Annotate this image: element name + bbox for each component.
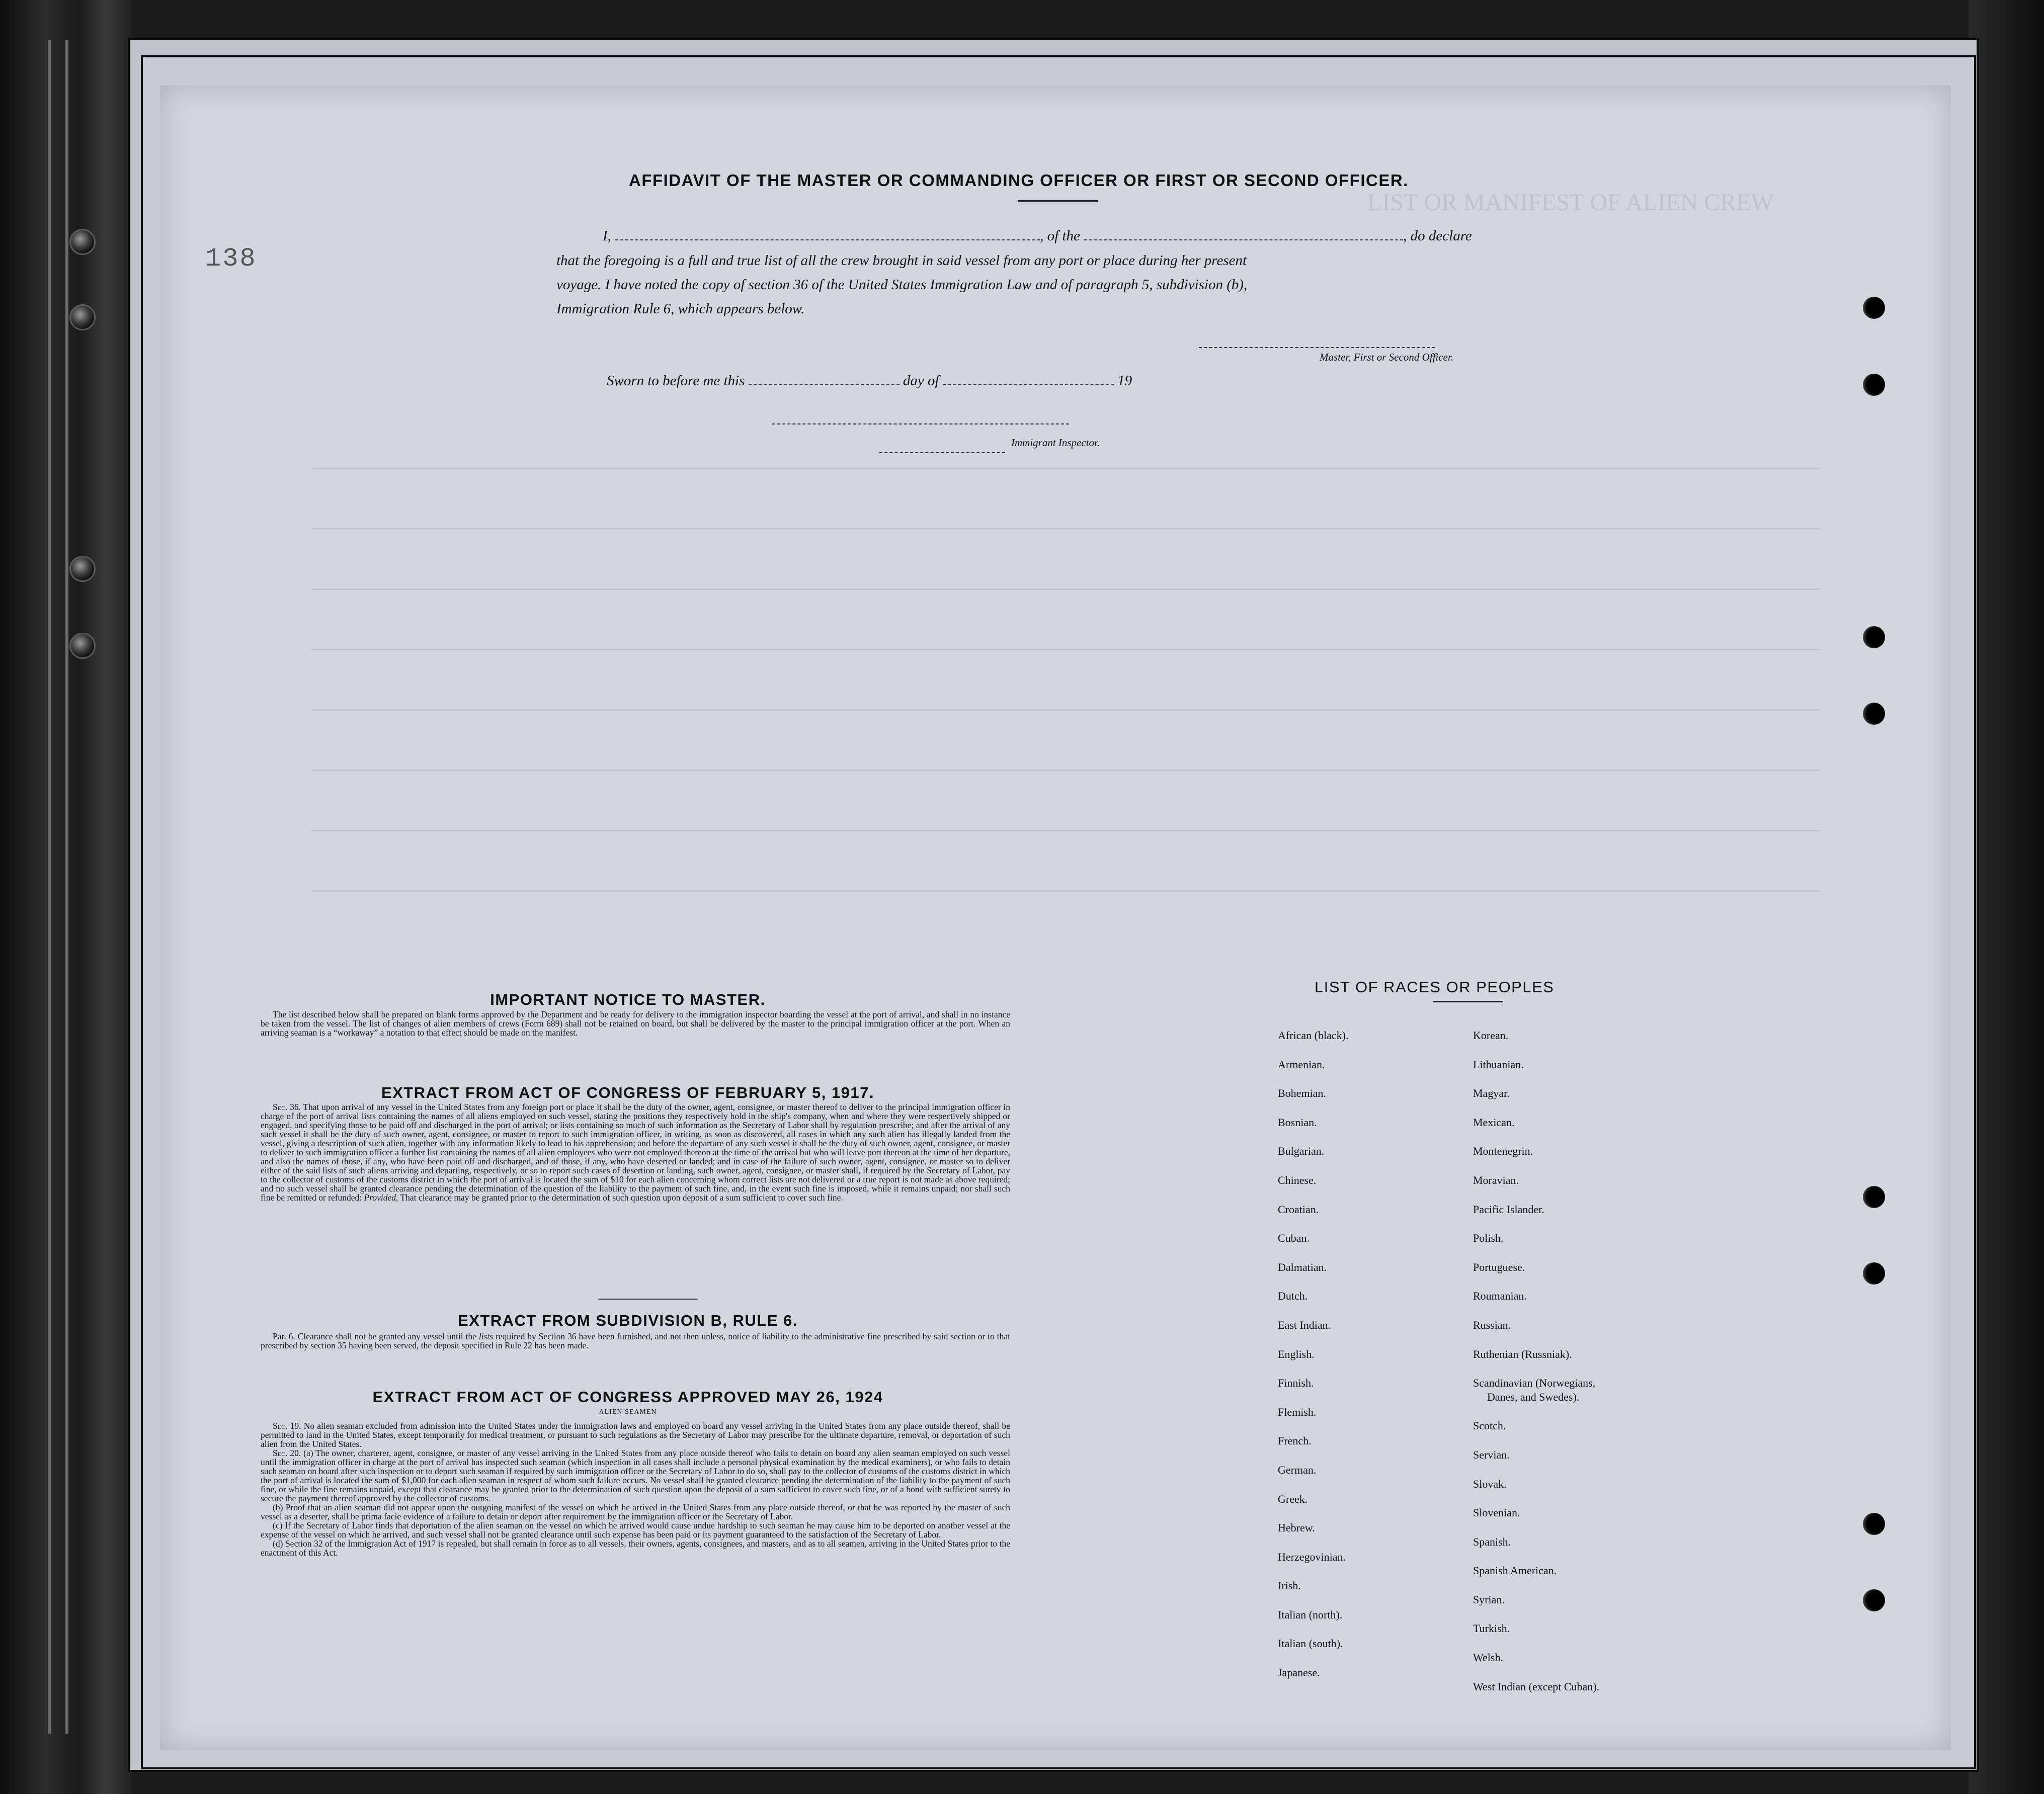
race-item: Lithuanian.: [1473, 1058, 1524, 1071]
race-item: Italian (south).: [1278, 1637, 1343, 1650]
punch-hole: [1863, 374, 1885, 396]
race-item: Japanese.: [1278, 1666, 1320, 1679]
manifest-page: [160, 86, 1951, 1750]
affidavit-line-4: Immigration Rule 6, which appears below.: [556, 301, 805, 317]
race-item: Bohemian.: [1278, 1087, 1326, 1100]
par-6-label: Par. 6.: [273, 1331, 295, 1341]
section-divider: [598, 1299, 698, 1300]
race-item: Russian.: [1473, 1318, 1511, 1331]
bleed-through-text: LIST OR MANIFEST OF ALIEN CREW: [1367, 189, 1774, 216]
sec-19-label: Sec. 19.: [273, 1421, 301, 1431]
rule-6-title: EXTRACT FROM SUBDIVISION B, RULE 6.: [458, 1312, 798, 1329]
sworn-month-blank[interactable]: [943, 372, 1114, 385]
race-item: Dalmatian.: [1278, 1260, 1327, 1273]
bleed-through-line: [311, 770, 1820, 771]
sec-20c-body: (c) If the Secretary of Labor finds that deportation of the alien seaman on the vessel on which he arrived would cause undue hardship to such seaman he may cause him to be deported on another vessel at the expense of the vessel on which he arrived, and such vessel shall not be granted clearance until such expense has been paid or its payment guaranteed to the satisfaction of the Secretary of Labor.: [261, 1520, 1010, 1540]
race-item: Pacific Islander.: [1473, 1203, 1544, 1216]
act-1924-text: [261, 1421, 1010, 1557]
race-item: Danes, and Swedes).: [1487, 1390, 1580, 1403]
inspector-signature-line[interactable]: [772, 422, 1069, 424]
officer-signature-line[interactable]: [1199, 346, 1435, 348]
affidavit-of-the: , of the: [1040, 228, 1080, 244]
sworn-year: 19: [1117, 373, 1132, 389]
affidavit-title: AFFIDAVIT OF THE MASTER OR COMMANDING OFFICER OR FIRST OR SECOND OFFICER.: [629, 171, 1409, 190]
race-item: German.: [1278, 1463, 1317, 1476]
sec-36-label: Sec. 36.: [273, 1102, 301, 1112]
race-item: Moravian.: [1473, 1173, 1519, 1186]
rule-6-text: [261, 1332, 1010, 1350]
bleed-through-line: [311, 649, 1820, 650]
sec-36-tail: That clearance may be granted prior to the determination of such question upon deposit of a sum sufficient to cover such fine.: [400, 1192, 843, 1203]
affidavit-do-declare: , do declare: [1403, 228, 1472, 244]
race-item: Scandinavian (Norwegians,: [1473, 1377, 1596, 1390]
races-left-column: [1278, 1029, 1449, 1695]
race-item: Cuban.: [1278, 1232, 1310, 1245]
race-item: English.: [1278, 1347, 1315, 1360]
punch-hole: [1863, 1513, 1885, 1535]
act-1924-title: EXTRACT FROM ACT OF CONGRESS APPROVED MAY 26, 1924: [372, 1388, 883, 1406]
bleed-through-line: [311, 528, 1820, 530]
officer-caption: Master, First or Second Officer.: [1320, 351, 1453, 363]
binder-ring: [69, 304, 96, 330]
notice-paragraph: The list described below shall be prepared on blank forms approved by the Department and be ready for delivery to the immigration inspector boarding the vessel at the port of arrival, and shall in no instance be taken from the vessel. The list of changes of alien members of crews (Form 689) shall not be retained on board, but shall be delivered by the master to the principal immigration officer at the port. When an arriving seaman is a “workaway” a notation to that effect should be made on the manifest.: [261, 1009, 1010, 1038]
spine-line: [65, 40, 68, 1734]
title-rule: [1018, 200, 1098, 202]
binder-ring: [69, 556, 96, 582]
race-item: Mexican.: [1473, 1116, 1515, 1129]
act-1917-title: EXTRACT FROM ACT OF CONGRESS OF FEBRUARY 5, 1917.: [381, 1084, 875, 1101]
race-item: West Indian (except Cuban).: [1473, 1680, 1600, 1693]
race-item: Greek.: [1278, 1492, 1308, 1505]
name-blank[interactable]: [615, 227, 1040, 240]
race-item: Welsh.: [1473, 1651, 1503, 1664]
rule-6-text-a: Clearance shall not be granted any vessel until the: [297, 1331, 476, 1341]
bleed-through-line: [311, 890, 1820, 892]
race-item: Finnish.: [1278, 1377, 1314, 1390]
race-item: Syrian.: [1473, 1593, 1505, 1606]
race-item: Bosnian.: [1278, 1116, 1317, 1129]
sec-19-body: No alien seaman excluded from admission into the United States under the immigration laws and employed on board any vessel arriving in the United States from any place outside thereof, shall be permitted to land in the United States, except temporarily for medical treatment, or pursuant to such regulations as the Secretary of Labor may prescribe for the ultimate departure, removal, or deportation of such alien from the United States.: [261, 1421, 1011, 1449]
binder-spine: [0, 0, 131, 1794]
affidavit-line-1: [603, 227, 1709, 244]
margin-page-number: 138: [205, 244, 257, 274]
bleed-through-line: [311, 588, 1820, 590]
bleed-through-line: [311, 468, 1820, 469]
race-item: Spanish.: [1473, 1535, 1511, 1548]
sworn-prefix: Sworn to before me this: [607, 373, 745, 389]
sec-36-body: That upon arrival of any vessel in the United States from any foreign port or place it shall be the duty of the owner, agent, consignee, or master thereof to deliver to the principal immigration officer in charge of the port of arrival lists containing the names of all aliens employed on such vessel, stating the positions they respectively hold in the ship's company, when and where they were respectively shipped or engaged, and specifying those to be paid off and discharged in the port of arrival; or lists containing so much of such information as the Secretary of Labor shall by regulation prescribe; and after the arrival of any such vessel it shall be the duty of such owner, agent, consignee, or master to report to such immigration officer, in writing, as soon as discovered, all cases in which any such alien has illegally landed from the vessel, giving a description of such alien, together with any information likely to lead to his apprehension; and before the departure of any such vessel it shall be the duty of such owner, agent, consignee, or master to deliver to such immigration officer a further list containing the names of all alien employees who were not employed thereon at the time of the arrival but who will leave port thereon at the time of her departure, and also the names of those, if any, who have been paid off and discharged, and of those, if any, who have deserted or landed; and in case of the failure of such owner, agent, consignee, or master so to deliver either of the said lists of such aliens arriving and departing, respectively, or so to report such cases of desertion or landing, such owner, agent, consignee, or master shall, if required by the Secretary of Labor, pay to the collector of customs of the customs district in which the port of arrival is located the sum of $10 for each alien concerning whom correct lists are not delivered or a true report is not made as above required; and no such vessel shall be granted clearance pending the determination of the question of the liability to the payment of such fine, and, in the event such fine is imposed, while it remains unpaid; nor shall such fine be remitted or refunded:: [261, 1102, 1010, 1203]
race-item: Slovak.: [1473, 1477, 1507, 1490]
race-item: Servian.: [1473, 1448, 1510, 1461]
rule-6-text-b: required by Section 36 have been furnished, and not then unless, notice of liability to the administrative fine prescribed by said section or to that prescribed by section 35 having been served, the deposit specified in Rule 22 has been made.: [261, 1331, 1011, 1350]
punch-hole: [1863, 1262, 1885, 1285]
sec-20d-body: (d) Section 32 of the Immigration Act of 1917 is repealed, but shall remain in force as to all vessels, their owners, agents, consignees, and masters, and as to all seamen, arriving in the United States prior to the enactment of this Act.: [261, 1539, 1010, 1558]
race-item: French.: [1278, 1434, 1312, 1447]
race-item: Slovenian.: [1473, 1506, 1520, 1519]
spine-line: [48, 40, 51, 1734]
inspector-caption-line: [879, 451, 1005, 453]
races-title-rule: [1433, 1001, 1503, 1002]
race-item: Montenegrin.: [1473, 1145, 1533, 1158]
alien-seamen-subtitle: ALIEN SEAMEN: [599, 1408, 657, 1416]
punch-hole: [1863, 1589, 1885, 1611]
provided-word: Provided,: [364, 1192, 398, 1203]
race-item: Roumanian.: [1473, 1290, 1527, 1303]
affidavit-line-3: voyage. I have noted the copy of section 36 of the United States Immigration Law and of paragraph 5, subdivision (b),: [556, 277, 1248, 293]
notice-title: IMPORTANT NOTICE TO MASTER.: [490, 991, 766, 1008]
sworn-day-blank[interactable]: [749, 372, 900, 385]
act-1917-text: [261, 1102, 1010, 1202]
race-item: Magyar.: [1473, 1087, 1510, 1100]
race-item: Italian (north).: [1278, 1608, 1343, 1621]
race-item: Korean.: [1473, 1029, 1509, 1042]
notice-text: [261, 1010, 1010, 1037]
race-item: Dutch.: [1278, 1290, 1308, 1303]
race-item: Herzegovinian.: [1278, 1550, 1346, 1563]
binder-right-edge: [1969, 0, 2044, 1794]
punch-hole: [1863, 626, 1885, 648]
punch-hole: [1863, 297, 1885, 319]
race-item: Chinese.: [1278, 1173, 1317, 1186]
race-item: Croatian.: [1278, 1203, 1319, 1216]
race-item: Bulgarian.: [1278, 1145, 1325, 1158]
punch-hole: [1863, 1186, 1885, 1208]
lists-word: lists: [478, 1331, 494, 1341]
bleed-through-line: [311, 709, 1820, 711]
binder-ring: [69, 229, 96, 255]
sec-20-label: Sec. 20.: [273, 1448, 301, 1458]
punch-hole: [1863, 703, 1885, 725]
sworn-day-of: day of: [903, 373, 939, 389]
race-item: East Indian.: [1278, 1318, 1331, 1331]
sworn-line: [607, 372, 1132, 389]
race-item: Flemish.: [1278, 1405, 1317, 1418]
affidavit-line-2: that the foregoing is a full and true list of all the crew brought in said vessel from any port or place during her present: [556, 252, 1247, 269]
sec-20a-body: (a) The owner, charterer, agent, consignee, or master of any vessel arriving in the United States from any place outside thereof who fails to detain on board any alien seaman employed on such vessel until the immigration officer in charge at the port of arrival has inspected such seaman (which inspection in all cases shall include a personal physical examination by the medical examiners), or who fails to detain such seaman on board after such inspection or to deport such seaman if required by such immigration officer or the Secretary of Labor to do so, shall pay to the collector of customs of the customs district in which the port of arrival is located the sum of $1,000 for each alien seaman in respect of whom such failure occurs. No vessel shall be granted clearance pending the determination of the liability to the payment of such fine, or while the fine remains unpaid, except that clearance may be granted prior to the determination of such question upon the deposit of a sum sufficient to cover such fine, or of a bond with sufficient surety to secure the payment thereof approved by the collector of customs.: [261, 1448, 1010, 1503]
races-right-column: [1473, 1029, 1694, 1709]
inspector-caption: Immigrant Inspector.: [1011, 437, 1100, 449]
race-item: Hebrew.: [1278, 1521, 1315, 1534]
race-item: Ruthenian (Russniak).: [1473, 1347, 1572, 1360]
bleed-through-line: [311, 830, 1820, 831]
vessel-blank[interactable]: [1084, 227, 1403, 240]
race-item: Irish.: [1278, 1579, 1301, 1592]
affidavit-i: I,: [603, 228, 611, 244]
races-title: LIST OF RACES OR PEOPLES: [1315, 978, 1555, 996]
sec-20b-body: (b) Proof that an alien seaman did not appear upon the outgoing manifest of the vessel on which he arrived in the United States from any place outside thereof, or that he was reported by the master of such vessel as a deserter, shall be prima facie evidence of a failure to detain or deport after requirement by the immigration officer or the Secretary of Labor.: [261, 1502, 1010, 1521]
binder-ring: [69, 633, 96, 659]
race-item: Portuguese.: [1473, 1260, 1525, 1273]
race-item: African (black).: [1278, 1029, 1349, 1042]
race-item: Scotch.: [1473, 1419, 1506, 1432]
race-item: Spanish American.: [1473, 1564, 1557, 1577]
race-item: Turkish.: [1473, 1622, 1510, 1635]
race-item: Polish.: [1473, 1232, 1504, 1245]
race-item: Armenian.: [1278, 1058, 1325, 1071]
